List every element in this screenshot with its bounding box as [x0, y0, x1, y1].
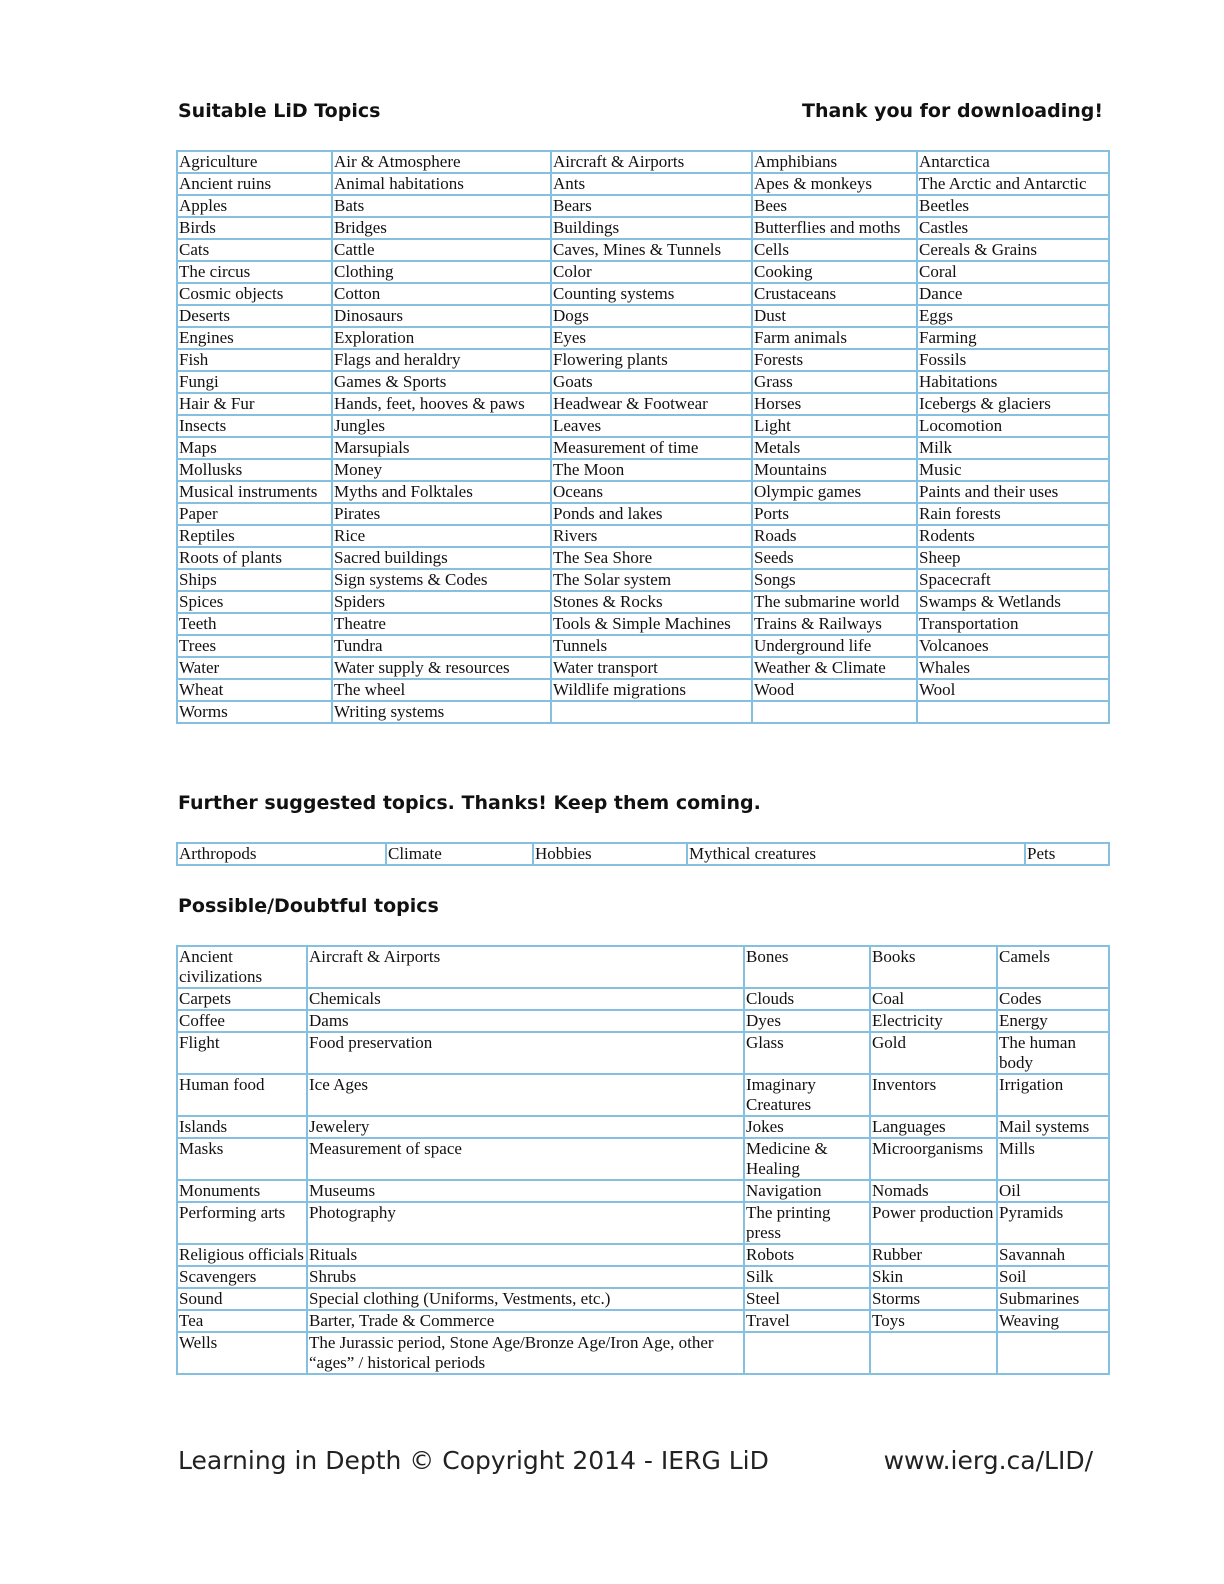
topic-cell: Aircraft & Airports — [551, 151, 752, 173]
possible-topic-cell: Microorganisms — [870, 1138, 997, 1180]
possible-topic-cell: Savannah — [997, 1244, 1109, 1266]
table-row — [177, 195, 1109, 217]
topic-cell: Agriculture — [177, 151, 332, 173]
topic-cell: Cotton — [332, 283, 551, 305]
possible-topic-cell: Sound — [177, 1288, 307, 1310]
topic-cell: Rice — [332, 525, 551, 547]
topic-cell: Grass — [752, 371, 917, 393]
possible-topic-cell: Skin — [870, 1266, 997, 1288]
topic-cell: Sign systems & Codes — [332, 569, 551, 591]
topic-cell: Locomotion — [917, 415, 1109, 437]
table-row — [177, 1180, 1109, 1202]
possible-topic-cell: Toys — [870, 1310, 997, 1332]
possible-topic-cell: Irrigation — [997, 1074, 1109, 1116]
possible-topic-cell: Gold — [870, 1032, 997, 1074]
topic-cell: Mountains — [752, 459, 917, 481]
possible-topic-cell: Energy — [997, 1010, 1109, 1032]
table-row — [177, 1288, 1109, 1310]
table-row — [177, 305, 1109, 327]
possible-topic-cell: Storms — [870, 1288, 997, 1310]
table-row — [177, 1074, 1109, 1116]
possible-topic-cell: Soil — [997, 1266, 1109, 1288]
possible-topic-cell: Shrubs — [307, 1266, 744, 1288]
topic-cell: Ports — [752, 503, 917, 525]
topic-cell: The Solar system — [551, 569, 752, 591]
topic-cell: The submarine world — [752, 591, 917, 613]
topic-cell: Bears — [551, 195, 752, 217]
possible-topic-cell: Ice Ages — [307, 1074, 744, 1116]
table-row — [177, 547, 1109, 569]
topic-cell: Olympic games — [752, 481, 917, 503]
table-row — [177, 481, 1109, 503]
further-topic-cell: Climate — [386, 843, 533, 865]
possible-topic-cell: Navigation — [744, 1180, 870, 1202]
topic-cell: Metals — [752, 437, 917, 459]
topic-cell: Roads — [752, 525, 917, 547]
possible-topic-cell: Wells — [177, 1332, 307, 1374]
topic-cell: Myths and Folktales — [332, 481, 551, 503]
topic-cell: Pirates — [332, 503, 551, 525]
table-row — [177, 1332, 1109, 1374]
topic-cell: Light — [752, 415, 917, 437]
possible-topic-cell: Inventors — [870, 1074, 997, 1116]
possible-topic-cell: Coal — [870, 988, 997, 1010]
possible-topic-cell: Dams — [307, 1010, 744, 1032]
topic-cell: The circus — [177, 261, 332, 283]
possible-topic-cell: Tea — [177, 1310, 307, 1332]
possible-topic-cell: Mail systems — [997, 1116, 1109, 1138]
topic-cell: Exploration — [332, 327, 551, 349]
possible-topic-cell: Islands — [177, 1116, 307, 1138]
topic-cell: Milk — [917, 437, 1109, 459]
table-row — [177, 327, 1109, 349]
topic-cell: Music — [917, 459, 1109, 481]
topic-cell: Leaves — [551, 415, 752, 437]
table-row — [177, 173, 1109, 195]
topic-cell: Wool — [917, 679, 1109, 701]
table-row — [177, 525, 1109, 547]
topic-cell: Rodents — [917, 525, 1109, 547]
possible-topic-cell: Carpets — [177, 988, 307, 1010]
topic-cell: Theatre — [332, 613, 551, 635]
topic-cell: Cattle — [332, 239, 551, 261]
further-topic-cell: Arthropods — [177, 843, 386, 865]
page-title: Suitable LiD Topics — [178, 100, 381, 122]
possible-topic-cell: Submarines — [997, 1288, 1109, 1310]
topic-cell: Eggs — [917, 305, 1109, 327]
topic-cell: Transportation — [917, 613, 1109, 635]
thank-you-note: Thank you for downloading! — [802, 100, 1103, 122]
topic-cell: Birds — [177, 217, 332, 239]
further-topics-title: Further suggested topics. Thanks! Keep them coming. — [178, 792, 761, 814]
topic-cell: Apples — [177, 195, 332, 217]
table-row — [177, 393, 1109, 415]
possible-topic-cell: Aircraft & Airports — [307, 946, 744, 988]
possible-topic-cell: The human body — [997, 1032, 1109, 1074]
topic-cell: Ponds and lakes — [551, 503, 752, 525]
topic-cell: Marsupials — [332, 437, 551, 459]
table-row — [177, 613, 1109, 635]
topic-cell: Trains & Railways — [752, 613, 917, 635]
table-row — [177, 1010, 1109, 1032]
possible-topic-cell: Scavengers — [177, 1266, 307, 1288]
possible-topic-cell: Coffee — [177, 1010, 307, 1032]
possible-topic-cell: Ancient civilizations — [177, 946, 307, 988]
topic-cell: Animal habitations — [332, 173, 551, 195]
possible-topic-cell: Rubber — [870, 1244, 997, 1266]
topic-cell: Antarctica — [917, 151, 1109, 173]
suitable-topics-table — [176, 150, 1110, 724]
possible-topic-cell: Jewelery — [307, 1116, 744, 1138]
possible-topic-cell: Photography — [307, 1202, 744, 1244]
topic-cell: Water supply & resources — [332, 657, 551, 679]
topic-cell: Sacred buildings — [332, 547, 551, 569]
topic-cell: Stones & Rocks — [551, 591, 752, 613]
table-row — [177, 946, 1109, 988]
possible-topic-cell: Books — [870, 946, 997, 988]
possible-topic-cell: Imaginary Creatures — [744, 1074, 870, 1116]
possible-topic-cell: Silk — [744, 1266, 870, 1288]
topic-cell: Writing systems — [332, 701, 551, 723]
topic-cell: Water — [177, 657, 332, 679]
topic-cell: Underground life — [752, 635, 917, 657]
table-row — [177, 1116, 1109, 1138]
topic-cell: Flags and heraldry — [332, 349, 551, 371]
topic-cell: Clothing — [332, 261, 551, 283]
topic-cell: Ants — [551, 173, 752, 195]
topic-cell: Apes & monkeys — [752, 173, 917, 195]
topic-cell: Wood — [752, 679, 917, 701]
topic-cell: The wheel — [332, 679, 551, 701]
topic-cell: Coral — [917, 261, 1109, 283]
topic-cell: Icebergs & glaciers — [917, 393, 1109, 415]
possible-topic-cell: Power production — [870, 1202, 997, 1244]
topic-cell: Dust — [752, 305, 917, 327]
possible-topic-cell: Weaving — [997, 1310, 1109, 1332]
possible-topic-cell: The printing press — [744, 1202, 870, 1244]
footer-url[interactable]: www.ierg.ca/LID/ — [883, 1446, 1093, 1475]
topic-cell: Wheat — [177, 679, 332, 701]
possible-topic-cell: Pyramids — [997, 1202, 1109, 1244]
possible-topic-cell: Electricity — [870, 1010, 997, 1032]
possible-topic-cell: Chemicals — [307, 988, 744, 1010]
table-row — [177, 1244, 1109, 1266]
topic-cell: Bats — [332, 195, 551, 217]
topic-cell: Caves, Mines & Tunnels — [551, 239, 752, 261]
table-row — [177, 503, 1109, 525]
topic-cell: Habitations — [917, 371, 1109, 393]
possible-topic-cell: Medicine & Healing — [744, 1138, 870, 1180]
topic-cell: Engines — [177, 327, 332, 349]
possible-topic-cell: Clouds — [744, 988, 870, 1010]
footer-copyright: Learning in Depth © Copyright 2014 - IERG LiD — [178, 1446, 769, 1475]
topic-cell: Measurement of time — [551, 437, 752, 459]
table-row — [177, 701, 1109, 723]
topic-cell: Trees — [177, 635, 332, 657]
possible-topic-cell: Travel — [744, 1310, 870, 1332]
topic-cell: Songs — [752, 569, 917, 591]
topic-cell: The Sea Shore — [551, 547, 752, 569]
topic-cell: Rain forests — [917, 503, 1109, 525]
possible-topic-cell: Measurement of space — [307, 1138, 744, 1180]
possible-topic-cell: Flight — [177, 1032, 307, 1074]
topic-cell: Spices — [177, 591, 332, 613]
table-row — [177, 635, 1109, 657]
topic-cell: Tunnels — [551, 635, 752, 657]
possible-topic-cell: Museums — [307, 1180, 744, 1202]
topic-cell: Bees — [752, 195, 917, 217]
topic-cell: Deserts — [177, 305, 332, 327]
topic-cell: Hair & Fur — [177, 393, 332, 415]
possible-topic-cell: Codes — [997, 988, 1109, 1010]
possible-topic-cell: Camels — [997, 946, 1109, 988]
topic-cell: Ships — [177, 569, 332, 591]
table-row — [177, 657, 1109, 679]
possible-topic-cell: Languages — [870, 1116, 997, 1138]
topic-cell: Beetles — [917, 195, 1109, 217]
table-row — [177, 217, 1109, 239]
table-row — [177, 1266, 1109, 1288]
further-topic-cell: Hobbies — [533, 843, 687, 865]
possible-topic-cell: The Jurassic period, Stone Age/Bronze Age/Iron Age, other “ages” / historical periods — [307, 1332, 744, 1374]
topic-cell: Ancient ruins — [177, 173, 332, 195]
possible-topic-cell: Robots — [744, 1244, 870, 1266]
topic-cell: The Moon — [551, 459, 752, 481]
possible-topic-cell: Special clothing (Uniforms, Vestments, etc.) — [307, 1288, 744, 1310]
topic-cell: Teeth — [177, 613, 332, 635]
topic-cell: Dogs — [551, 305, 752, 327]
topic-cell: Water transport — [551, 657, 752, 679]
topic-cell: Eyes — [551, 327, 752, 349]
possible-topic-cell: Steel — [744, 1288, 870, 1310]
possible-topics-title: Possible/Doubtful topics — [178, 895, 439, 917]
topic-cell: Cosmic objects — [177, 283, 332, 305]
topic-cell: Cats — [177, 239, 332, 261]
topic-cell: Fossils — [917, 349, 1109, 371]
possible-topic-cell: Mills — [997, 1138, 1109, 1180]
topic-cell: Butterflies and moths — [752, 217, 917, 239]
table-row — [177, 1310, 1109, 1332]
table-row — [177, 151, 1109, 173]
topic-cell: Fish — [177, 349, 332, 371]
possible-topic-cell: Oil — [997, 1180, 1109, 1202]
topic-cell: Paper — [177, 503, 332, 525]
topic-cell: Dance — [917, 283, 1109, 305]
topic-cell: Paints and their uses — [917, 481, 1109, 503]
topic-cell: Forests — [752, 349, 917, 371]
topic-cell: Goats — [551, 371, 752, 393]
topic-cell: Games & Sports — [332, 371, 551, 393]
topic-cell: Headwear & Footwear — [551, 393, 752, 415]
possible-topic-cell: Barter, Trade & Commerce — [307, 1310, 744, 1332]
table-row — [177, 679, 1109, 701]
topic-cell: Color — [551, 261, 752, 283]
topic-cell: Tundra — [332, 635, 551, 657]
topic-cell — [551, 701, 752, 723]
topic-cell: Dinosaurs — [332, 305, 551, 327]
suitable-topics-body — [177, 151, 1109, 723]
topic-cell: The Arctic and Antarctic — [917, 173, 1109, 195]
topic-cell: Farming — [917, 327, 1109, 349]
topic-cell: Seeds — [752, 547, 917, 569]
possible-topic-cell: Performing arts — [177, 1202, 307, 1244]
topic-cell: Counting systems — [551, 283, 752, 305]
topic-cell: Cells — [752, 239, 917, 261]
topic-cell: Volcanoes — [917, 635, 1109, 657]
table-row — [177, 988, 1109, 1010]
topic-cell: Bridges — [332, 217, 551, 239]
table-row — [177, 1138, 1109, 1180]
topic-cell: Crustaceans — [752, 283, 917, 305]
table-row — [177, 437, 1109, 459]
possible-topic-cell: Religious officials — [177, 1244, 307, 1266]
topic-cell — [917, 701, 1109, 723]
topic-cell: Cereals & Grains — [917, 239, 1109, 261]
possible-topics-table — [176, 945, 1110, 1375]
table-row — [177, 283, 1109, 305]
topic-cell: Wildlife migrations — [551, 679, 752, 701]
topic-cell: Musical instruments — [177, 481, 332, 503]
topic-cell: Weather & Climate — [752, 657, 917, 679]
topic-cell: Mollusks — [177, 459, 332, 481]
possible-topic-cell — [997, 1332, 1109, 1374]
table-row — [177, 371, 1109, 393]
topic-cell: Sheep — [917, 547, 1109, 569]
topic-cell: Worms — [177, 701, 332, 723]
topic-cell: Air & Atmosphere — [332, 151, 551, 173]
topic-cell: Swamps & Wetlands — [917, 591, 1109, 613]
possible-topic-cell — [744, 1332, 870, 1374]
topic-cell: Spacecraft — [917, 569, 1109, 591]
possible-topics-body — [177, 946, 1109, 1374]
topic-cell: Castles — [917, 217, 1109, 239]
table-row — [177, 1032, 1109, 1074]
possible-topic-cell: Dyes — [744, 1010, 870, 1032]
further-topic-cell: Mythical creatures — [687, 843, 1025, 865]
topic-cell: Amphibians — [752, 151, 917, 173]
topic-cell: Rivers — [551, 525, 752, 547]
possible-topic-cell: Nomads — [870, 1180, 997, 1202]
topic-cell: Buildings — [551, 217, 752, 239]
topic-cell: Spiders — [332, 591, 551, 613]
topic-cell: Tools & Simple Machines — [551, 613, 752, 635]
possible-topic-cell: Jokes — [744, 1116, 870, 1138]
possible-topic-cell: Food preservation — [307, 1032, 744, 1074]
table-row — [177, 239, 1109, 261]
topic-cell: Farm animals — [752, 327, 917, 349]
table-row — [177, 459, 1109, 481]
topic-cell: Roots of plants — [177, 547, 332, 569]
topic-cell: Oceans — [551, 481, 752, 503]
table-row — [177, 415, 1109, 437]
table-row — [177, 1202, 1109, 1244]
further-topic-cell: Pets — [1025, 843, 1109, 865]
topic-cell — [752, 701, 917, 723]
topic-cell: Insects — [177, 415, 332, 437]
topic-cell: Jungles — [332, 415, 551, 437]
possible-topic-cell: Monuments — [177, 1180, 307, 1202]
table-row — [177, 349, 1109, 371]
further-topics-table — [176, 842, 1110, 866]
topic-cell: Reptiles — [177, 525, 332, 547]
possible-topic-cell: Bones — [744, 946, 870, 988]
possible-topic-cell: Human food — [177, 1074, 307, 1116]
table-row — [177, 591, 1109, 613]
possible-topic-cell — [870, 1332, 997, 1374]
topic-cell: Money — [332, 459, 551, 481]
possible-topic-cell: Masks — [177, 1138, 307, 1180]
topic-cell: Hands, feet, hooves & paws — [332, 393, 551, 415]
topic-cell: Flowering plants — [551, 349, 752, 371]
table-row — [177, 261, 1109, 283]
topic-cell: Whales — [917, 657, 1109, 679]
possible-topic-cell: Glass — [744, 1032, 870, 1074]
topic-cell: Fungi — [177, 371, 332, 393]
table-row — [177, 569, 1109, 591]
possible-topic-cell: Rituals — [307, 1244, 744, 1266]
topic-cell: Cooking — [752, 261, 917, 283]
topic-cell: Maps — [177, 437, 332, 459]
table-row — [177, 843, 1109, 865]
topic-cell: Horses — [752, 393, 917, 415]
